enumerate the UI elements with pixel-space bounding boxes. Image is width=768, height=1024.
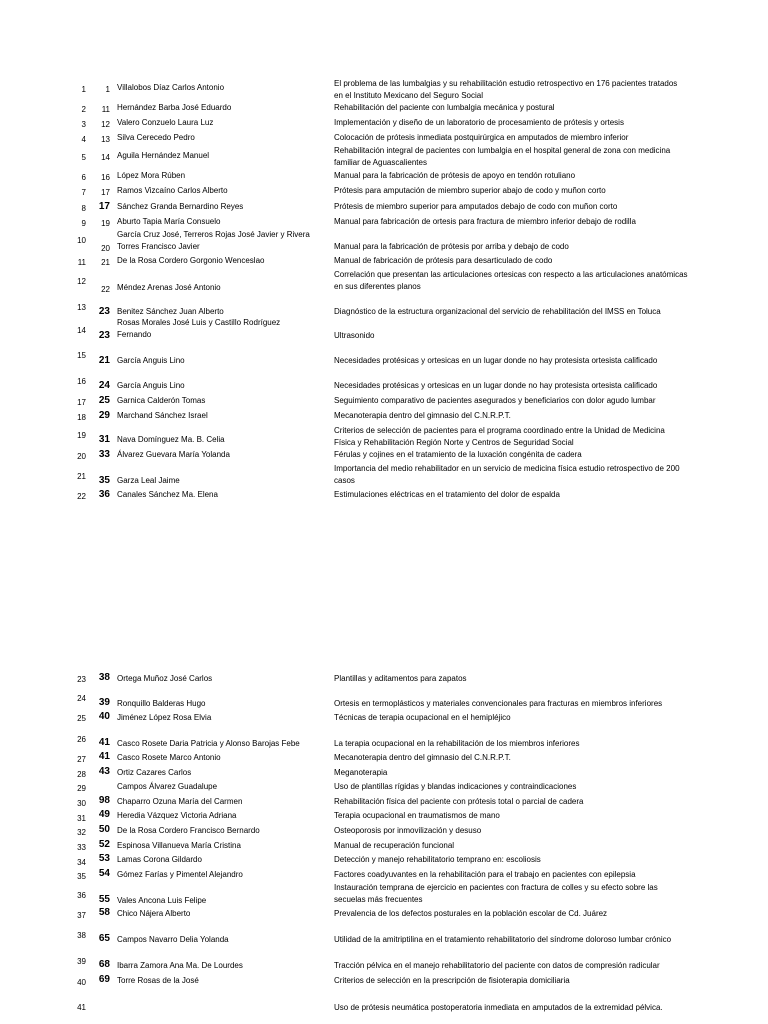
row-number: 12 (101, 120, 110, 129)
row-index: 12 (77, 277, 86, 286)
thesis-title: Manual de fabricación de prótesis para desarticulado de codo (334, 256, 553, 265)
row-index: 32 (77, 828, 86, 837)
row-index: 4 (81, 135, 86, 144)
row-index: 6 (81, 173, 86, 182)
row-number: 41 (98, 737, 110, 748)
thesis-title: Utilidad de la amitriptilina en el tratamiento rehabilitatorio del síndrome doloroso lumbar crónico (334, 935, 672, 944)
row-number: 20 (101, 244, 110, 253)
thesis-title: Estimulaciones eléctricas en el tratamiento del dolor de espalda (334, 490, 560, 499)
thesis-title: familiar de Aguascalientes (334, 158, 427, 167)
author-name: Ronquillo Balderas Hugo (117, 699, 206, 708)
row-number: 23 (98, 330, 110, 341)
row-index: 38 (77, 931, 86, 940)
author-name: Ibarra Zamora Ana Ma. De Lourdes (117, 961, 243, 970)
row-index: 36 (77, 891, 86, 900)
thesis-title: Necesidades protésicas y ortesicas en un lugar donde no hay protesista ortesista calificado (334, 356, 658, 365)
row-number: 58 (98, 907, 110, 918)
row-index: 33 (77, 843, 86, 852)
author-name: García Anguis Lino (117, 356, 185, 365)
row-number: 69 (98, 974, 110, 985)
author-name: Jiménez López Rosa Elvia (117, 713, 212, 722)
row-index: 1 (81, 85, 86, 94)
row-number: 1 (105, 85, 110, 94)
row-index: 34 (77, 858, 86, 867)
thesis-title: El problema de las lumbalgias y su rehabilitación estudio retrospectivo en 176 pacientes tratados (334, 79, 678, 88)
thesis-title: secuelas más frecuentes (334, 895, 423, 904)
row-index: 25 (77, 714, 86, 723)
row-index: 28 (77, 770, 86, 779)
author-name: Méndez Arenas José Antonio (117, 283, 221, 292)
thesis-title: Mecanoterapia dentro del gimnasio del C.N.R.P.T. (334, 753, 511, 762)
thesis-title: Necesidades protésicas y ortesicas en un lugar donde no hay protesista ortesista calificado (334, 381, 658, 390)
row-index: 22 (77, 492, 86, 501)
author-name: Chico Nájera Alberto (117, 909, 191, 918)
thesis-title: Terapia ocupacional en traumatismos de mano (334, 811, 500, 820)
thesis-title: Criterios de selección en la prescripción de fisioterapia domiciliaria (334, 976, 570, 985)
author-name: Aguila Hernández Manuel (117, 151, 210, 160)
thesis-title: Ortesis en termoplásticos y materiales convencionales para fracturas en miembros inferiores (334, 699, 663, 708)
thesis-title: Ultrasonido (334, 331, 375, 340)
thesis-title: Osteoporosis por inmovilización y desuso (334, 826, 482, 835)
thesis-title: Tracción pélvica en el manejo rehabilitatorio del paciente con datos de compresión radicular (334, 961, 660, 970)
row-number: 17 (101, 188, 110, 197)
author-name: Álvarez Guevara María Yolanda (117, 450, 230, 459)
row-index: 30 (77, 799, 86, 808)
thesis-title: Uso de plantillas rígidas y blandas indicaciones y contraindicaciones (334, 782, 577, 791)
thesis-title: Instauración temprana de ejercicio en pacientes con fractura de colles y su efecto sobre las (334, 883, 658, 892)
author-name: Chaparro Ozuna María del Carmen (117, 797, 243, 806)
author-name: Benitez Sánchez Juan Alberto (117, 307, 224, 316)
thesis-title: en el Instituto Mexicano del Seguro Social (334, 91, 483, 100)
row-index: 40 (77, 978, 86, 987)
row-index: 7 (81, 188, 86, 197)
row-number: 33 (98, 449, 110, 460)
row-number: 29 (98, 410, 110, 421)
row-index: 31 (77, 814, 86, 823)
author-name: Valero Conzuelo Laura Luz (117, 118, 214, 127)
row-number: 21 (98, 355, 110, 366)
row-index: 17 (77, 398, 86, 407)
row-index: 37 (77, 911, 86, 920)
row-number: 14 (101, 153, 110, 162)
thesis-title: Prótesis de miembro superior para amputados debajo de codo con muñon corto (334, 202, 618, 211)
author-name: Nava Domínguez Ma. B. Celia (117, 435, 225, 444)
row-number: 24 (98, 380, 110, 391)
row-index: 2 (81, 105, 86, 114)
author-name: Vales Ancona Luis Felipe (117, 896, 207, 905)
row-number: 68 (98, 959, 110, 970)
author-name: Villalobos Díaz Carlos Antonio (117, 83, 225, 92)
thesis-title: Rehabilitación integral de pacientes con lumbalgia en el hospital general de zona con medicina (334, 146, 671, 155)
row-index: 5 (81, 153, 86, 162)
author-name: Heredia Vázquez Victoria Adriana (117, 811, 237, 820)
thesis-title: Meganoterapia (334, 768, 388, 777)
row-index: 15 (77, 351, 86, 360)
author-name: De la Rosa Cordero Gorgonio Wenceslao (117, 256, 265, 265)
thesis-title: Importancia del medio rehabilitador en un servicio de medicina física estudio retrospectivo de 200 (334, 464, 680, 473)
author-name: Lamas Corona Gildardo (117, 855, 202, 864)
author-name: Torres Francisco Javier (117, 242, 200, 251)
row-index: 23 (77, 675, 86, 684)
row-index: 35 (77, 872, 86, 881)
thesis-title: Rehabilitación del paciente con lumbalgia mecánica y postural (334, 103, 555, 112)
row-index: 20 (77, 452, 86, 461)
thesis-title: Rehabilitación física del paciente con prótesis total o parcial de cadera (334, 797, 584, 806)
author-name: Garza Leal Jaime (117, 476, 180, 485)
row-index: 19 (77, 431, 86, 440)
author-name: Canales Sánchez Ma. Elena (117, 490, 218, 499)
author-name: Torre Rosas de la José (117, 976, 199, 985)
author-name: García Anguis Lino (117, 381, 185, 390)
row-number: 25 (98, 395, 110, 406)
row-number: 49 (98, 809, 110, 820)
thesis-title: Prevalencia de los defectos posturales en la población escolar de Cd. Juárez (334, 909, 608, 918)
thesis-title: Técnicas de terapia ocupacional en el hemipléjico (334, 713, 511, 722)
author-name: Sánchez Granda Bernardino Reyes (117, 202, 244, 211)
row-number: 40 (98, 711, 110, 722)
thesis-title: La terapia ocupacional en la rehabilitación de los miembros inferiores (334, 739, 580, 748)
row-number: 21 (101, 258, 110, 267)
author-name: Ortega Muñoz José Carlos (117, 674, 213, 683)
row-number: 16 (101, 173, 110, 182)
thesis-title: Factores coadyuvantes en la rehabilitación para el trabajo en pacientes con epilepsia (334, 870, 636, 879)
author-name: Silva Cerecedo Pedro (117, 133, 195, 142)
row-index: 29 (77, 784, 86, 793)
row-index: 21 (77, 472, 86, 481)
author-name: Casco Rosete Daria Patricia y Alonso Barojas Febe (117, 739, 300, 748)
row-number: 52 (98, 839, 110, 850)
author-name: Ramos Vizcaíno Carlos Alberto (117, 186, 228, 195)
row-index: 3 (81, 120, 86, 129)
thesis-title: Manual para la fabricación de prótesis de apoyo en tendón rotuliano (334, 171, 576, 180)
thesis-title: Correlación que presentan las articulaciones ortesicas con respecto a las articulaciones anatómicas (334, 270, 688, 279)
thesis-title: Criterios de selección de pacientes para el programa coordinado entre la Unidad de Medicina (334, 426, 665, 435)
thesis-title: Prótesis para amputación de miembro superior abajo de codo y muñon corto (334, 186, 606, 195)
row-index: 16 (77, 377, 86, 386)
row-number: 55 (98, 894, 110, 905)
row-index: 26 (77, 735, 86, 744)
row-index: 24 (77, 694, 86, 703)
row-number: 39 (98, 697, 110, 708)
thesis-title: Manual para la fabricación de prótesis por arriba y debajo de codo (334, 242, 569, 251)
row-number: 11 (101, 105, 110, 114)
author-name: López Mora Rúben (117, 171, 186, 180)
author-name: Espinosa Villanueva María Cristina (117, 841, 241, 850)
row-number: 98 (98, 795, 110, 806)
thesis-title: Mecanoterapia dentro del gimnasio del C.N.R.P.T. (334, 411, 511, 420)
author-name: Marchand Sánchez Israel (117, 411, 208, 420)
row-number: 43 (98, 766, 110, 777)
row-number: 53 (98, 853, 110, 864)
thesis-title: Diagnóstico de la estructura organizacional del servicio de rehabilitación del IMSS en Toluca (334, 307, 661, 316)
thesis-title: Uso de prótesis neumática postoperatoria inmediata en amputados de la extremidad pélvica. (334, 1003, 663, 1012)
row-index: 18 (77, 413, 86, 422)
author-name: Rosas Morales José Luis y Castillo Rodríguez (117, 318, 281, 327)
thesis-title: Manual de recuperación funcional (334, 841, 455, 850)
row-number: 36 (98, 489, 110, 500)
row-index: 11 (77, 258, 86, 267)
thesis-title: Plantillas y aditamentos para zapatos (334, 674, 467, 683)
author-name: Campos Álvarez Guadalupe (117, 782, 218, 791)
thesis-title: Férulas y cojines en el tratamiento de la luxación congénita de cadera (334, 450, 582, 459)
row-index: 10 (77, 236, 86, 245)
thesis-title: Detección y manejo rehabilitatorio temprano en: escoliosis (334, 855, 541, 864)
row-index: 39 (77, 957, 86, 966)
row-number: 19 (101, 219, 110, 228)
row-index: 27 (77, 755, 86, 764)
thesis-title: Física y Rehabilitación Región Norte y Centros de Seguridad Social (334, 438, 574, 447)
author-name: Gómez Farías y Pimentel Alejandro (117, 870, 243, 879)
author-name: Campos Navarro Delia Yolanda (117, 935, 229, 944)
row-number: 23 (98, 306, 110, 317)
author-name: Casco Rosete Marco Antonio (117, 753, 221, 762)
row-number: 22 (101, 285, 110, 294)
author-name: Aburto Tapia María Consuelo (117, 217, 221, 226)
author-name: Fernando (117, 330, 152, 339)
row-index: 13 (77, 303, 86, 312)
thesis-title: Manual para fabricación de ortesis para fractura de miembro inferior debajo de rodilla (334, 217, 636, 226)
thesis-title: Colocación de prótesis inmediata postquirúrgica en amputados de miembro inferior (334, 133, 629, 142)
author-name: Hernández Barba José Eduardo (117, 103, 232, 112)
author-name: García Cruz José, Terreros Rojas José Javier y Rivera (117, 230, 310, 239)
thesis-title: casos (334, 476, 355, 485)
author-name: Ortiz Cazares Carlos (117, 768, 192, 777)
row-index: 8 (81, 204, 86, 213)
thesis-title: en sus diferentes planos (334, 282, 421, 291)
author-name: De la Rosa Cordero Francisco Bernardo (117, 826, 260, 835)
row-index: 41 (77, 1003, 86, 1012)
thesis-title: Seguimiento comparativo de pacientes asegurados y beneficiarios con dolor agudo lumbar (334, 396, 656, 405)
row-number: 13 (101, 135, 110, 144)
row-index: 14 (77, 326, 86, 335)
row-index: 9 (81, 219, 86, 228)
row-number: 17 (98, 201, 110, 212)
row-number: 54 (98, 868, 110, 879)
row-number: 65 (98, 933, 110, 944)
row-number: 50 (98, 824, 110, 835)
author-name: Garnica Calderón Tomas (117, 396, 206, 405)
thesis-title: Implementación y diseño de un laboratorio de procesamiento de prótesis y ortesis (334, 118, 624, 127)
row-number: 35 (98, 475, 110, 486)
row-number: 31 (98, 434, 110, 445)
row-number: 38 (98, 672, 110, 683)
row-number: 41 (98, 751, 110, 762)
